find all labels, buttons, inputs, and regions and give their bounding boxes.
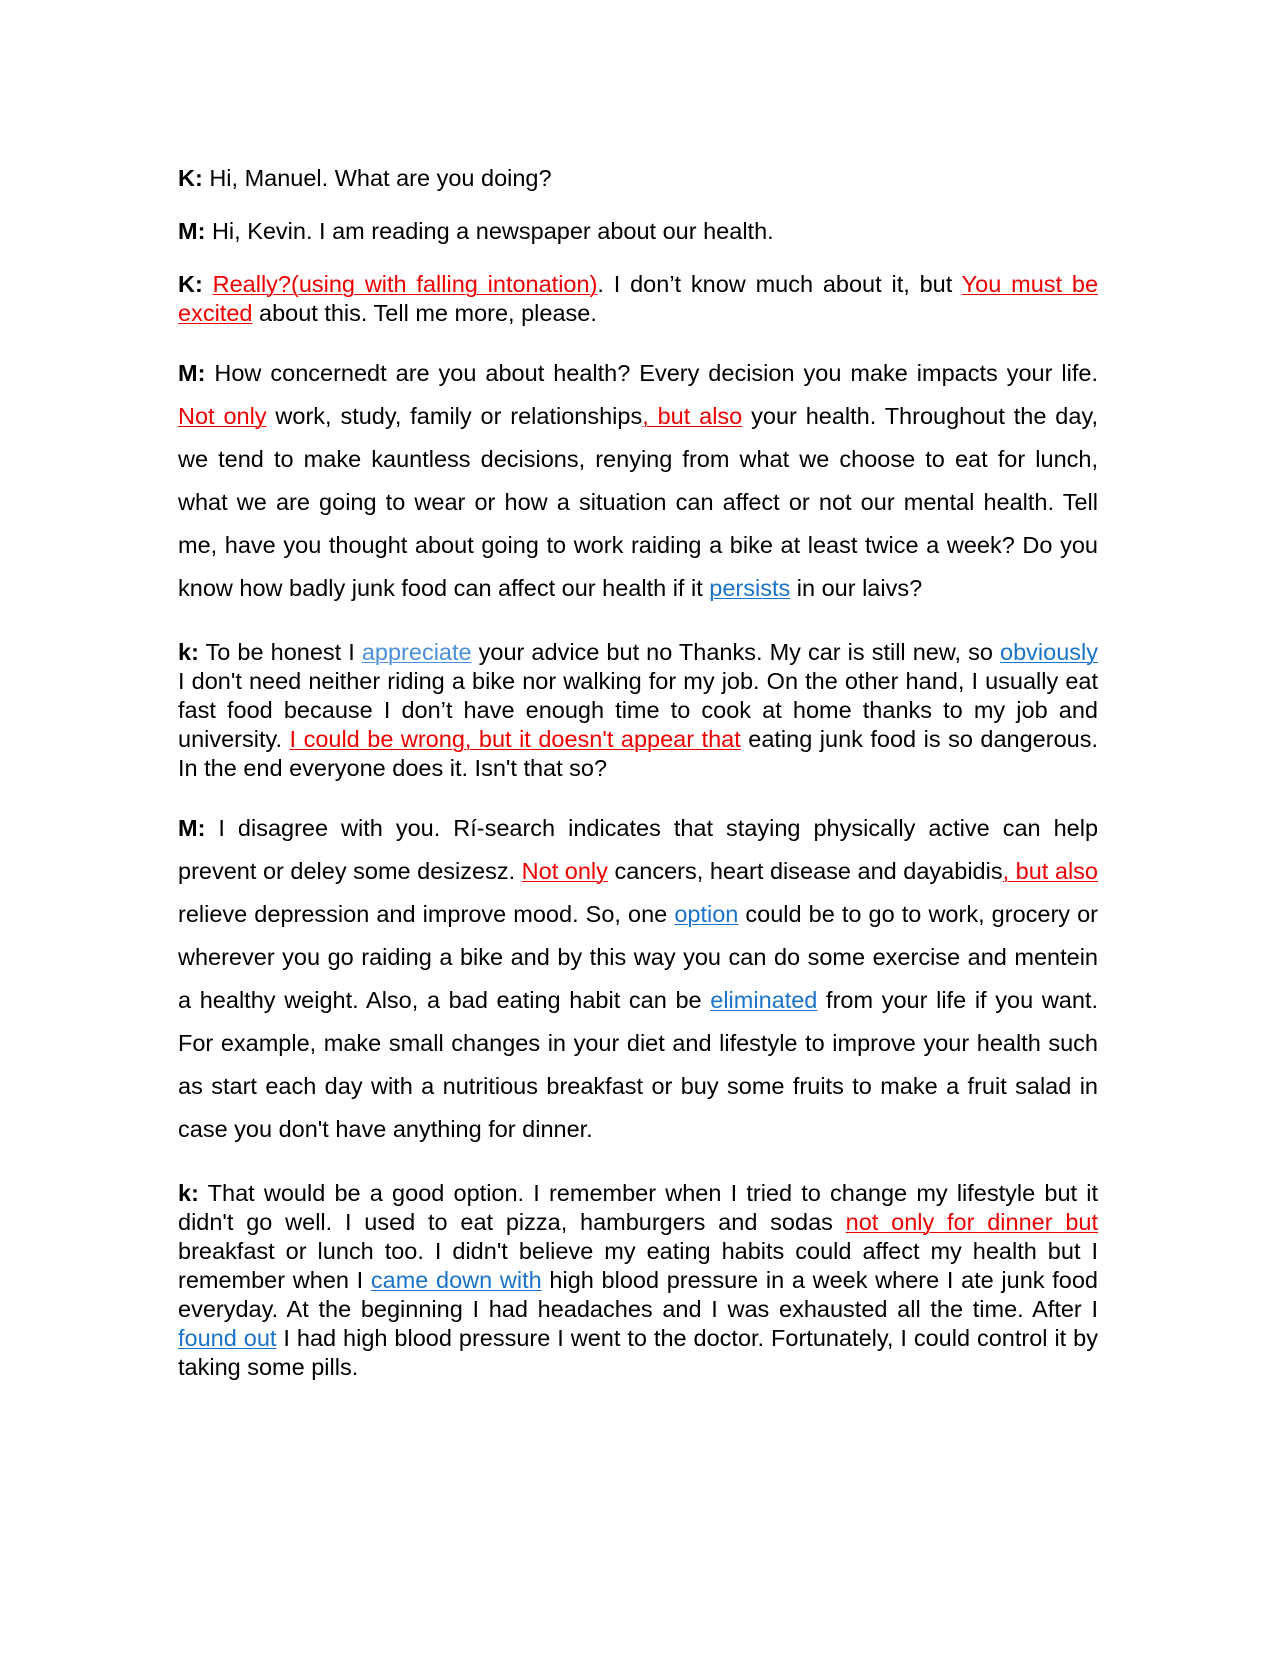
vocabulary-link: obviously <box>1000 639 1098 665</box>
dialogue-text: I had high blood pressure I went to the doctor. Fortunately, I could control it by taking some pills. <box>178 1325 1098 1380</box>
dialogue-text: That would be a good option. I remember when I tried to change my lifestyle but it didn't go well. I used to eat pizza, hamburgers and sodas <box>178 1180 1098 1235</box>
highlighted-phrase: Really?(using with falling intonation) <box>212 271 598 297</box>
dialogue-text: I disagree with you. Rí-search indicates that staying physically active can help prevent or deley some desizesz. <box>178 815 1099 884</box>
dialogue-text: from your life if you want. For example, make small changes in your diet and lifestyle to improve your health such as start each day with a nutritious breakfast or buy some fruits to make a fruit salad in case you don't have anything for dinner. <box>178 987 1098 1142</box>
vocabulary-link: came down with <box>370 1267 542 1293</box>
speaker-label: k: <box>178 639 199 665</box>
dialogue-text: I don't need neither riding a bike nor walking for my job. On the other hand, I usually eat fast food because I don’t have enough time to cook at home thanks to my job and university. <box>178 668 1098 752</box>
dialogue-paragraph <box>178 352 1098 610</box>
dialogue-paragraph <box>178 638 1098 783</box>
vocabulary-link: persists <box>709 575 791 601</box>
dialogue-text: your health. Throughout the day, we tend to make kauntless decisions, renying from what we choose to eat for lunch, what we are going to wear or how a situation can affect or not our mental health. Tell me, have you thought about going to work raiding a bike at least twice a week? Do you know how badly junk food can affect our health if it <box>178 403 1098 601</box>
dialogue-paragraph <box>178 807 1098 1151</box>
highlighted-phrase: Not only <box>178 403 267 429</box>
dialogue-text: To be honest I <box>205 639 362 665</box>
dialogue-text: eating junk food is so dangerous. In the end everyone does it. Isn't that so? <box>178 726 1098 781</box>
vocabulary-link: option <box>674 901 739 927</box>
document-page <box>178 164 1098 1406</box>
dialogue-text: your advice but no Thanks. My car is still new, so <box>471 639 1001 665</box>
speaker-label: K: <box>178 165 203 191</box>
speaker-label: K: <box>178 271 203 297</box>
dialogue-text: . I don’t know much about it, but <box>597 271 962 297</box>
dialogue-paragraph <box>178 270 1098 328</box>
vocabulary-link: eliminated <box>710 987 818 1013</box>
highlighted-phrase: not only for dinner but <box>845 1209 1099 1235</box>
dialogue-text: about this. Tell me more, please. <box>252 300 597 326</box>
dialogue-text: cancers, heart disease and dayabidis <box>607 858 1003 884</box>
dialogue-text: Hi, Kevin. I am reading a newspaper about our health. <box>211 218 774 244</box>
dialogue-text: could be to go to work, grocery or wherever you go raiding a bike and by this way you can do some exercise and mentein a healthy weight. Also, a bad eating habit can be <box>178 901 1098 1013</box>
dialogue-paragraph <box>178 217 1098 246</box>
vocabulary-link: found out <box>178 1325 277 1351</box>
highlighted-phrase: You must be excited <box>178 271 1099 326</box>
vocabulary-link: appreciate <box>361 639 472 665</box>
dialogue-text: high blood pressure in a week where I ate junk food everyday. At the beginning I had headaches and I was exhausted all the time. After I <box>178 1267 1098 1322</box>
highlighted-phrase: , but also <box>642 403 743 429</box>
highlighted-phrase: , but also <box>1002 858 1098 884</box>
speaker-label: M: <box>178 815 206 841</box>
highlighted-phrase: I could be wrong, but it doesn't appear that <box>289 726 741 752</box>
speaker-label: M: <box>178 218 206 244</box>
dialogue-text: work, study, family or relationships <box>266 403 643 429</box>
dialogue-text: breakfast or lunch too. I didn't believe my eating habits could affect my health but I remember when I <box>178 1238 1098 1293</box>
dialogue-text: How concernedt are you about health? Every decision you make impacts your life. <box>214 360 1098 386</box>
dialogue-text: in our laivs? <box>790 575 923 601</box>
dialogue-text: relieve depression and improve mood. So, one <box>178 901 675 927</box>
speaker-label: k: <box>178 1180 199 1206</box>
highlighted-phrase: Not only <box>521 858 608 884</box>
dialogue-paragraph <box>178 1179 1098 1382</box>
speaker-label: M: <box>178 360 206 386</box>
dialogue-paragraph <box>178 164 1098 193</box>
dialogue-text: Hi, Manuel. What are you doing? <box>209 165 552 191</box>
